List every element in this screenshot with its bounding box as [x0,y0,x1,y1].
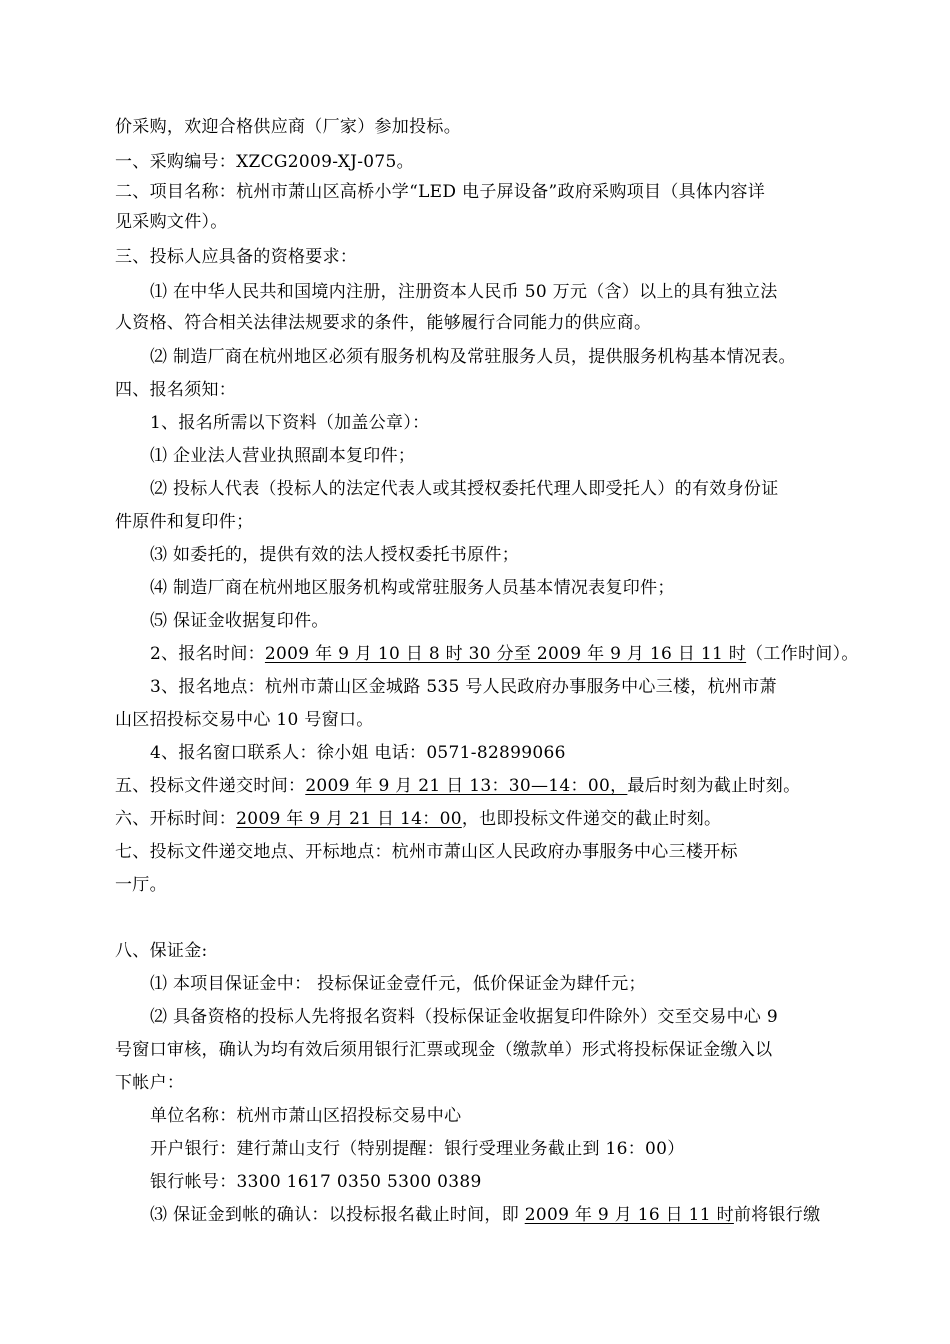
deposit-3 [150,1205,820,1225]
deposit-1: ⑴ 本项目保证金中： 投标保证金壹仟元，低价保证金为肆仟元； [150,974,646,994]
material-2: ⑵ 投标人代表（投标人的法定代表人或其授权委托代理人即受托人）的有效身份证 [150,479,779,499]
registration-time-value: 2009 年 9 月 10 日 8 时 30 分至 2009 年 9 月 16 日 11 时 [264,644,747,664]
section-qualifications: 三、投标人应具备的资格要求： [115,247,358,267]
project-name: 二、项目名称：杭州市萧山区高桥小学“LED 电子屏设备”政府采购项目（具体内容详 [115,182,766,202]
qualification-1: ⑴ 在中华人民共和国境内注册，注册资本人民币 50 万元（含）以上的具有独立法 [150,282,778,302]
bid-opening-note: ，也即投标文件递交的截止时刻。 [461,809,722,829]
qualification-1-cont: 人资格、符合相关法律法规要求的条件，能够履行合同能力的供应商。 [115,313,652,333]
material-4: ⑷ 制造厂商在杭州地区服务机构或常驻服务人员基本情况表复印件； [150,578,675,598]
deposit-3-label: ⑶ 保证金到帐的确认：以投标报名截止时间，即 [150,1205,525,1225]
account-number: 银行帐号：3300 1617 0350 5300 0389 [150,1172,482,1192]
text-line-1: 价采购，欢迎合格供应商（厂家）参加投标。 [115,117,461,137]
section-registration: 四、报名须知： [115,380,237,400]
bid-opening-time [115,809,721,829]
bid-submission-time [115,776,800,796]
bid-location-cont: 一厅。 [115,875,167,895]
registration-materials: 1、报名所需以下资料（加盖公章）： [150,413,430,433]
material-2-cont: 件原件和复印件； [115,512,254,532]
registration-place-cont: 山区招投标交易中心 10 号窗口。 [115,710,374,730]
registration-contact: 4、报名窗口联系人：徐小姐 电话：0571-82899066 [150,743,566,763]
deposit-2-cont-2: 下帐户： [115,1073,185,1093]
section-deposit: 八、保证金: [115,941,208,961]
deposit-2: ⑵ 具备资格的投标人先将报名资料（投标保证金收据复印件除外）交至交易中心 9 [150,1007,779,1027]
material-5: ⑸ 保证金收据复印件。 [150,611,329,631]
bid-submission-label: 五、投标文件递交时间： [115,776,306,796]
deposit-3-note: 前将银行缴 [733,1205,821,1225]
registration-time-note: （工作时间）。 [746,644,859,664]
deposit-2-cont: 号窗口审核，确认为均有效后须用银行汇票或现金（缴款单）形式将投标保证金缴入以 [115,1040,773,1060]
bid-opening-label: 六、开标时间： [115,809,237,829]
project-name-cont: 见采购文件）。 [115,212,228,232]
bid-submission-value: 2009 年 9 月 21 日 13：30—14：00， [305,776,628,796]
material-1: ⑴ 企业法人营业执照副本复印件； [150,446,416,466]
registration-place: 3、报名地点：杭州市萧山区金城路 535 号人民政府办事服务中心三楼，杭州市萧 [150,677,777,697]
bid-submission-note: 最后时刻为截止时刻。 [627,776,801,796]
account-name: 单位名称：杭州市萧山区招投标交易中心 [150,1106,462,1126]
bid-location: 七、投标文件递交地点、开标地点：杭州市萧山区人民政府办事服务中心三楼开标 [115,842,738,862]
qualification-2: ⑵ 制造厂商在杭州地区必须有服务机构及常驻服务人员，提供服务机构基本情况表。 [150,347,796,367]
procurement-number: 一、采购编号：XZCG2009-XJ-075。 [115,152,414,172]
registration-time-label: 2、报名时间： [150,644,265,664]
material-3: ⑶ 如委托的，提供有效的法人授权委托书原件； [150,545,520,565]
bid-opening-value: 2009 年 9 月 21 日 14：00 [236,809,462,829]
registration-time [150,644,859,664]
deposit-3-deadline: 2009 年 9 月 16 日 11 时 [524,1205,734,1225]
account-bank: 开户银行：建行萧山支行（特别提醒：银行受理业务截止到 16：00） [150,1139,685,1159]
